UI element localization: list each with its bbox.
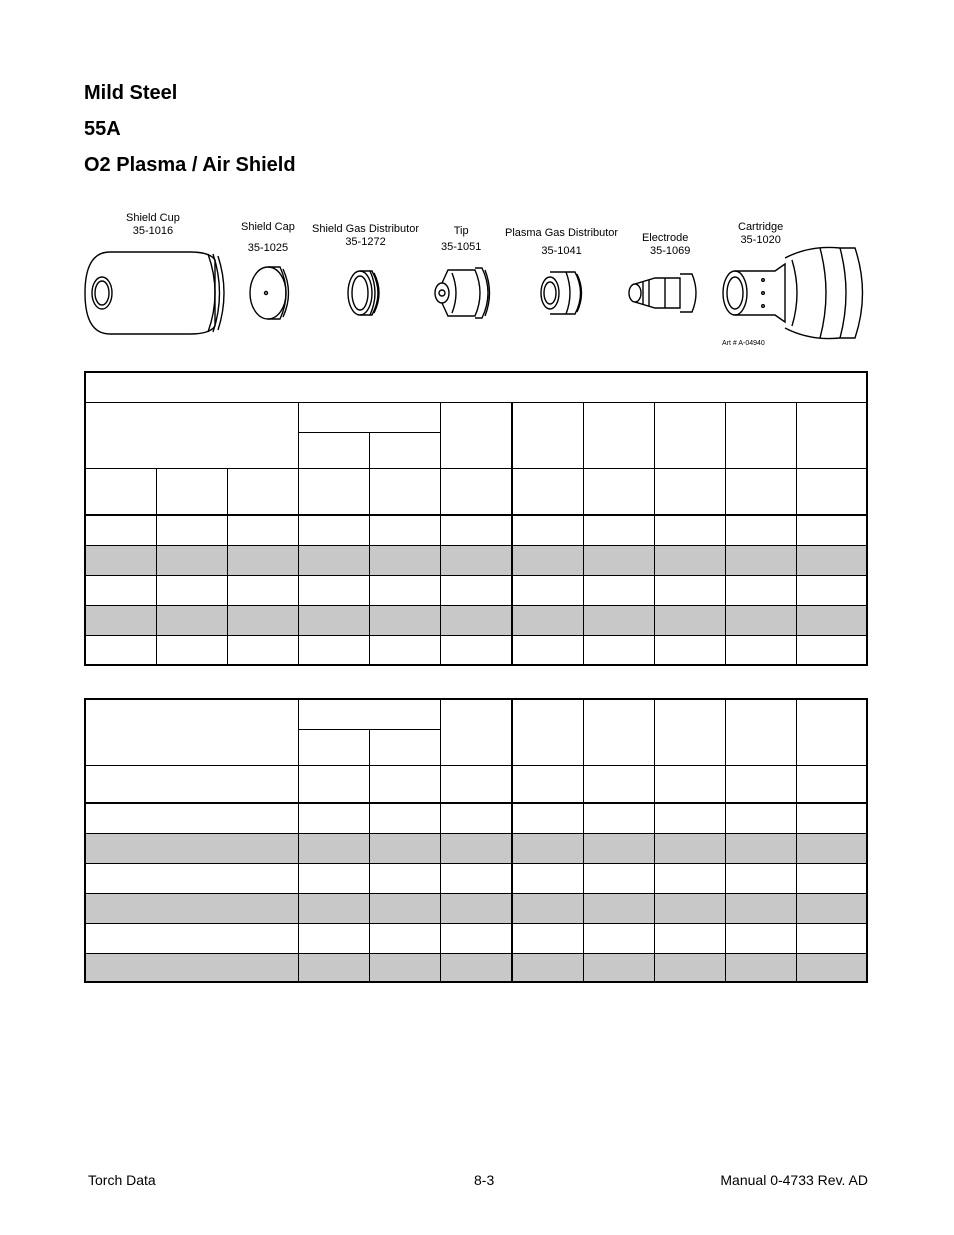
table-cell (725, 863, 796, 893)
table-cell (725, 699, 796, 765)
table-cell (512, 635, 583, 665)
gas-heading: O2 Plasma / Air Shield (84, 154, 296, 176)
part-label-shield-cup: Shield Cup 35-1016 (126, 212, 180, 237)
table-cell (654, 402, 725, 468)
table-row (85, 545, 867, 575)
table-row (85, 635, 867, 665)
table-cell (85, 765, 298, 803)
table-cell (512, 402, 583, 468)
table-cell (725, 923, 796, 953)
table-cell (85, 699, 298, 765)
table-row (85, 765, 867, 803)
table-cell (156, 545, 227, 575)
table-cell (440, 833, 512, 863)
table-cell (583, 699, 654, 765)
table-cell (298, 635, 369, 665)
table-cell (583, 923, 654, 953)
table-row (85, 515, 867, 545)
electrode-drawing (629, 274, 696, 312)
footer-manual-number: Manual 0-4733 Rev. AD (720, 1172, 868, 1188)
art-number: Art # A-04940 (722, 340, 765, 347)
table-cell (725, 833, 796, 863)
table-row (85, 863, 867, 893)
table-row (85, 575, 867, 605)
table-cell (725, 953, 796, 982)
table-cell (369, 893, 440, 923)
part-label-cartridge: Cartridge 35-1020 (738, 221, 784, 246)
table-cell (796, 923, 867, 953)
table-cell (512, 833, 583, 863)
table-cell (440, 605, 512, 635)
table-cell (796, 402, 867, 468)
table-cell (725, 893, 796, 923)
table-cell (796, 699, 867, 765)
table-cell (583, 765, 654, 803)
table-cell (725, 803, 796, 833)
table-cell (725, 545, 796, 575)
table-cell (654, 803, 725, 833)
table-cell (85, 468, 156, 515)
table-cell (369, 923, 440, 953)
table-cell (369, 515, 440, 545)
table-cell (512, 923, 583, 953)
table-cell (440, 893, 512, 923)
part-label-electrode: Electrode 35-1069 (641, 232, 691, 257)
table-cell (156, 635, 227, 665)
tip-drawing (435, 268, 490, 318)
table-cell (512, 605, 583, 635)
footer-section-title: Torch Data (88, 1172, 156, 1188)
table-cell (654, 515, 725, 545)
table-cell (298, 515, 369, 545)
table-cell (654, 635, 725, 665)
table-cell (298, 893, 369, 923)
part-label-tip: Tip 35-1051 (441, 225, 482, 253)
table-cell (512, 515, 583, 545)
table-cell (796, 803, 867, 833)
table-cell (654, 893, 725, 923)
table-row (85, 468, 867, 515)
table-row (85, 803, 867, 833)
table-cell (156, 605, 227, 635)
table-cell (369, 575, 440, 605)
table-cell (85, 923, 298, 953)
table-cell (369, 953, 440, 982)
table-cell (85, 605, 156, 635)
table-cell (298, 605, 369, 635)
table-cell (298, 575, 369, 605)
shield-cup-drawing (85, 252, 224, 334)
table-cell (583, 893, 654, 923)
table-cell (796, 833, 867, 863)
table-cell (369, 833, 440, 863)
table-cell (796, 765, 867, 803)
part-label-plasma-gas-distributor: Plasma Gas Distributor 35-1041 (505, 227, 619, 257)
table-cell (725, 402, 796, 468)
table-row (85, 923, 867, 953)
table-cell (440, 515, 512, 545)
table-cell (654, 468, 725, 515)
table-cell (512, 545, 583, 575)
table-cell (512, 953, 583, 982)
table-cell (227, 468, 298, 515)
table-cell (440, 468, 512, 515)
table-cell (725, 468, 796, 515)
table-cell (796, 635, 867, 665)
table-cell (512, 699, 583, 765)
table-cell (298, 432, 369, 468)
table-cell (227, 515, 298, 545)
cut-chart-table-1 (84, 371, 868, 666)
cut-chart-table-2 (84, 698, 868, 983)
table-cell (512, 468, 583, 515)
table-cell (298, 545, 369, 575)
table-cell (796, 515, 867, 545)
table-cell (512, 803, 583, 833)
table-cell (796, 953, 867, 982)
consumable-parts-illustration (80, 240, 880, 345)
table-cell (85, 803, 298, 833)
table-cell (654, 923, 725, 953)
table-cell (654, 765, 725, 803)
table-cell (440, 803, 512, 833)
table-cell (440, 402, 512, 468)
table-cell (369, 863, 440, 893)
table-cell (369, 468, 440, 515)
table-cell (85, 893, 298, 923)
table-cell (85, 545, 156, 575)
plasma-gas-distributor-drawing (541, 272, 582, 314)
table-cell (512, 765, 583, 803)
table-cell (369, 432, 440, 468)
table-cell (583, 803, 654, 833)
table-cell (85, 402, 298, 468)
table-cell (796, 575, 867, 605)
table-cell (440, 765, 512, 803)
table-cell (583, 635, 654, 665)
table-cell (85, 953, 298, 982)
table-cell (796, 468, 867, 515)
part-label-shield-gas-distributor: Shield Gas Distributor 35-1272 (312, 223, 419, 248)
table-cell (654, 833, 725, 863)
table-cell (298, 765, 369, 803)
table-cell (796, 863, 867, 893)
table-cell (298, 953, 369, 982)
table-cell (156, 515, 227, 545)
table-cell (369, 635, 440, 665)
table-cell (725, 635, 796, 665)
table-cell (654, 699, 725, 765)
footer-page-number: 8-3 (474, 1172, 495, 1188)
table-cell (298, 803, 369, 833)
table-cell (583, 402, 654, 468)
table-row (85, 893, 867, 923)
table-row (85, 833, 867, 863)
table-cell (654, 575, 725, 605)
table-cell (298, 833, 369, 863)
table-cell (440, 923, 512, 953)
table-cell (583, 605, 654, 635)
table-cell (725, 765, 796, 803)
table-row (85, 605, 867, 635)
table-cell (369, 803, 440, 833)
table-row (85, 699, 867, 729)
table-cell (227, 605, 298, 635)
table-cell (654, 605, 725, 635)
table-cell (583, 833, 654, 863)
part-label-shield-cap: Shield Cap 35-1025 (241, 221, 295, 254)
table-cell (654, 953, 725, 982)
table-cell (369, 605, 440, 635)
table-cell (298, 402, 440, 432)
table-cell (583, 515, 654, 545)
table-cell (85, 515, 156, 545)
amperage-heading: 55A (84, 118, 121, 140)
table-cell (227, 545, 298, 575)
material-heading: Mild Steel (84, 82, 178, 104)
table-cell (156, 575, 227, 605)
table-cell (85, 635, 156, 665)
table-cell (85, 372, 867, 402)
table-cell (583, 468, 654, 515)
table-cell (512, 893, 583, 923)
table-cell (369, 545, 440, 575)
table-cell (725, 515, 796, 545)
table-cell (440, 699, 512, 765)
table-cell (512, 575, 583, 605)
table-cell (440, 545, 512, 575)
table-cell (85, 833, 298, 863)
table-cell (85, 575, 156, 605)
table-cell (654, 863, 725, 893)
table-cell (440, 863, 512, 893)
table-cell (227, 575, 298, 605)
table-cell (156, 468, 227, 515)
table-cell (298, 729, 369, 765)
table-cell (583, 953, 654, 982)
table-cell (440, 953, 512, 982)
table-cell (583, 545, 654, 575)
table-cell (369, 765, 440, 803)
table-cell (796, 605, 867, 635)
shield-gas-distributor-drawing (348, 271, 379, 315)
table-cell (654, 545, 725, 575)
table-cell (298, 699, 440, 729)
table-row (85, 402, 867, 432)
shield-cap-drawing (250, 267, 289, 319)
table-cell (298, 923, 369, 953)
table-cell (796, 893, 867, 923)
table-cell (440, 575, 512, 605)
table-cell (512, 863, 583, 893)
cartridge-drawing (723, 247, 863, 338)
table-cell (725, 605, 796, 635)
table-cell (725, 575, 796, 605)
table-cell (796, 545, 867, 575)
table-cell (227, 635, 298, 665)
table-cell (369, 729, 440, 765)
table-row (85, 953, 867, 982)
table-1-title-row (85, 372, 867, 402)
table-cell (85, 863, 298, 893)
table-cell (298, 863, 369, 893)
table-cell (440, 635, 512, 665)
table-cell (583, 863, 654, 893)
table-cell (583, 575, 654, 605)
table-cell (298, 468, 369, 515)
